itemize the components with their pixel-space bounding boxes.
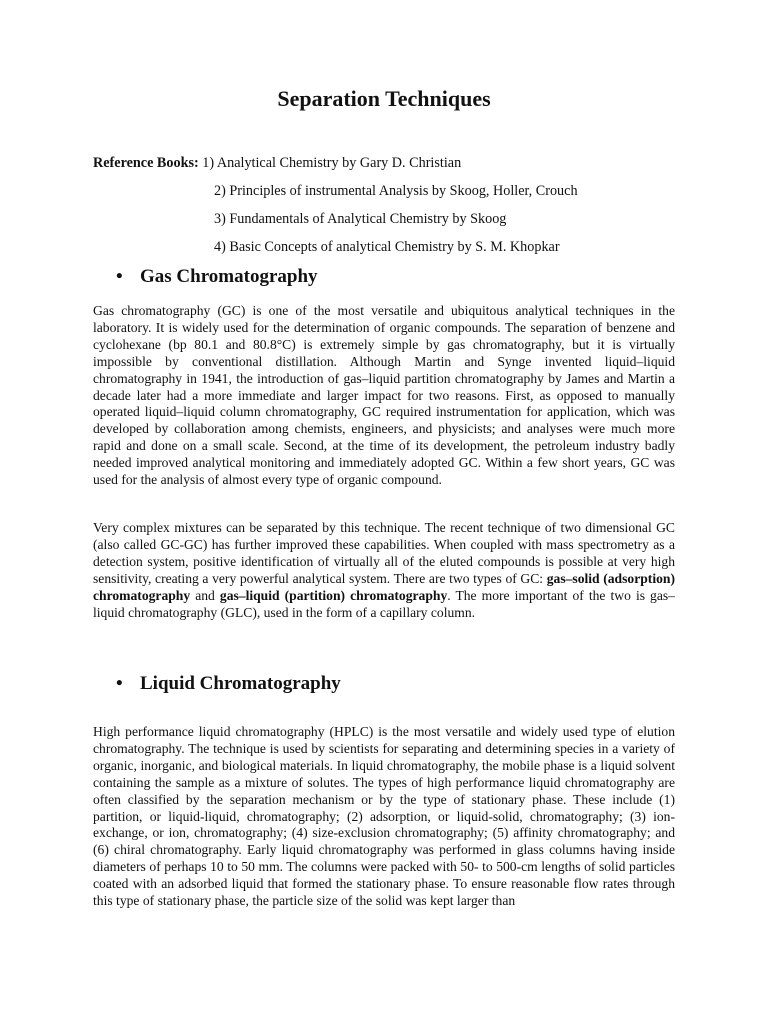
gc-type-gas-solid: gas–solid (adsorption) chromatography — [93, 570, 675, 603]
reference-line — [93, 151, 693, 179]
gc-paragraph-2 — [93, 520, 675, 621]
reference-item: 3) Fundamentals of Analytical Chemistry by Skoog — [214, 211, 507, 227]
section-heading-liquid-chromatography — [116, 673, 341, 695]
section-heading-text: Gas Chromatography — [140, 266, 318, 287]
reference-line — [93, 207, 693, 235]
page-title: Separation Techniques — [277, 86, 491, 111]
lc-paragraph-1: High performance liquid chromatography (HPLC) is the most versatile and widely used type of elution chromatography. The technique is used by scientists for separating and determining species in a variety of organic, inorganic, and biological materials. In liquid chromatography, the mobile phase is a liquid solvent containing the sample as a mixture of solutes. The types of high performance liquid chromatography are often classified by the separation mechanism or by the type of stationary phase. These include (1) partition, or liquid-liquid, chromatography; (2) adsorption, or liquid-solid, chromatography; (3) ion-exchange, or ion, chromatography; (4) size-exclusion chromatography; (5) affinity chromatography; and (6) chiral chromatography. Early liquid chromatography was performed in glass columns having inside diameters of perhaps 10 to 50 mm. The columns were packed with 50- to 500-cm lengths of solid particles coated with an adsorbed liquid that formed the stationary phase. To ensure reasonable flow rates through this type of stationary phase, the particle size of the solid was kept larger than — [93, 724, 675, 909]
reference-line — [93, 179, 693, 207]
bullet-icon: • — [116, 673, 123, 694]
reference-item: 1) Analytical Chemistry by Gary D. Christian — [202, 155, 462, 171]
reference-books — [93, 151, 693, 263]
bullet-icon: • — [116, 266, 123, 287]
gc-paragraph-2-text: . The more important of the two is gas–liquid chromatography (GLC), used in the form of a capillary column. — [93, 587, 675, 620]
gc-type-gas-liquid: gas–liquid (partition) chromatography — [219, 587, 448, 603]
gc-paragraph-2-text: Very complex mixtures can be separated by this technique. The recent technique of two dimensional GC (also called GC-GC) has further improved these capabilities. When coupled with mass spectrometry as a detection system, positive identification of virtually all of the eluted compounds is possible at very high sensitivity, creating a very powerful analytical system. There are two types of GC: — [93, 520, 675, 586]
section-heading-gas-chromatography — [116, 266, 318, 288]
reference-line — [93, 235, 693, 263]
reference-item: 2) Principles of instrumental Analysis by Skoog, Holler, Crouch — [214, 183, 578, 199]
reference-item: 4) Basic Concepts of analytical Chemistry by S. M. Khopkar — [214, 239, 560, 255]
reference-label: Reference Books: — [93, 155, 199, 171]
gc-paragraph-2-text: and — [190, 587, 220, 603]
gc-paragraph-1: Gas chromatography (GC) is one of the most versatile and ubiquitous analytical techniques in the laboratory. It is widely used for the determination of organic compounds. The separation of benzene and cyclohexane (bp 80.1 and 80.8°C) is extremely simple by gas chromatography, but it is virtually impossible by conventional distillation. Although Martin and Synge invented liquid–liquid chromatography in 1941, the introduction of gas–liquid partition chromatography by James and Martin a decade later had a more immediate and larger impact for two reasons. First, as opposed to manually operated liquid–liquid column chromatography, GC required instrumentation for application, which was developed by collaboration among chemists, engineers, and physicists; and analyses were much more rapid and done on a small scale. Second, at the time of its development, the petroleum industry badly needed improved analytical monitoring and immediately adopted GC. Within a few short years, GC was used for the analysis of almost every type of organic compound. — [93, 303, 675, 488]
section-heading-text: Liquid Chromatography — [140, 673, 341, 694]
